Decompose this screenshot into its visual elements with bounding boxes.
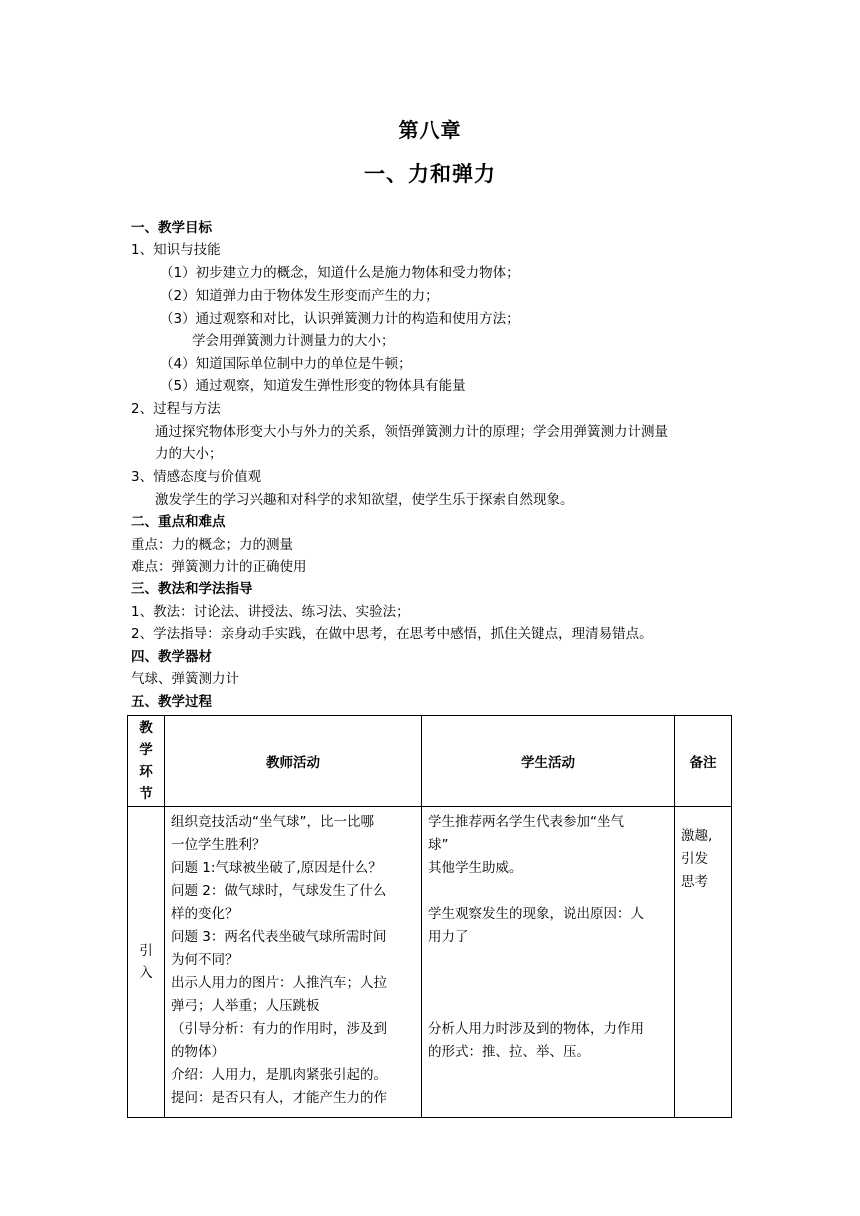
student-activity-cell bbox=[422, 807, 675, 1118]
note-line: 引发 bbox=[681, 851, 708, 867]
teacher-line: 提问：是否只有人，才能产生力的作 bbox=[171, 1090, 387, 1106]
notes-cell bbox=[675, 807, 732, 1118]
header-teacher-activity: 教师活动 bbox=[165, 716, 422, 807]
section-heading-objectives: 一、教学目标 bbox=[131, 220, 212, 236]
teacher-line: 问题 2：做气球时，气球发生了什么 bbox=[171, 883, 387, 899]
lesson-title: 一、力和弹力 bbox=[364, 162, 496, 186]
objective-item: （2）知道弹力由于物体发生形变而产生的力； bbox=[160, 288, 439, 304]
student-line: 其他学生助威。 bbox=[428, 860, 523, 876]
difficult-point: 难点：弹簧测力计的正确使用 bbox=[131, 559, 307, 575]
teacher-line: 组织竞技活动“坐气球”，比一比哪 bbox=[171, 814, 374, 830]
note-line: 思考 bbox=[681, 874, 708, 890]
teacher-activity-cell bbox=[165, 807, 422, 1118]
section-heading-methods: 三、教法和学法指导 bbox=[131, 581, 253, 597]
table-row bbox=[128, 807, 732, 1118]
student-line: 的形式：推、拉、举、压。 bbox=[428, 1044, 590, 1060]
attitude-text: 激发学生的学习兴趣和对科学的求知欲望，使学生乐于探索自然现象。 bbox=[155, 492, 574, 508]
subheading-knowledge: 1、知识与技能 bbox=[131, 242, 221, 258]
key-point: 重点：力的概念；力的测量 bbox=[131, 537, 293, 553]
header-stage-char: 教 bbox=[139, 720, 153, 736]
header-stage-char: 学 bbox=[139, 742, 153, 758]
student-line: 用力了 bbox=[428, 929, 469, 945]
student-line-blank bbox=[428, 995, 668, 1018]
teacher-line: 出示人用力的图片：人推汽车；人拉 bbox=[171, 975, 387, 991]
student-line-blank bbox=[428, 949, 668, 972]
teacher-line: （引导分析：有力的作用时，涉及到 bbox=[171, 1021, 387, 1037]
student-line-blank bbox=[428, 972, 668, 995]
chapter-title: 第八章 bbox=[398, 118, 462, 142]
teacher-line: 问题 1:气球被坐破了,原因是什么？ bbox=[171, 860, 382, 876]
teaching-process-table bbox=[127, 715, 732, 1118]
process-text: 通过探究物体形变大小与外力的关系，领悟弹簧测力计的原理；学会用弹簧测力计测量 bbox=[155, 424, 668, 440]
table-header-row bbox=[128, 716, 732, 807]
objective-item: （3）通过观察和对比，认识弹簧测力计的构造和使用方法； bbox=[160, 311, 520, 327]
student-line: 学生推荐两名学生代表参加“坐气 bbox=[428, 814, 624, 830]
section-heading-equipment: 四、教学器材 bbox=[131, 649, 212, 665]
header-student-activity: 学生活动 bbox=[422, 716, 675, 807]
teacher-line: 问题 3：两名代表坐破气球所需时间 bbox=[171, 929, 387, 945]
teacher-line: 的物体） bbox=[171, 1044, 225, 1060]
process-text-continuation: 力的大小； bbox=[155, 446, 223, 462]
header-notes: 备注 bbox=[675, 716, 732, 807]
teacher-line: 为何不同？ bbox=[171, 952, 239, 968]
header-stage-char: 节 bbox=[139, 786, 153, 802]
equipment-text: 气球、弹簧测力计 bbox=[131, 671, 239, 687]
header-stage bbox=[128, 716, 165, 807]
learning-method: 2、学法指导：亲身动手实践，在做中思考，在思考中感悟，抓住关键点，理清易错点。 bbox=[131, 626, 653, 642]
objective-item: （4）知道国际单位制中力的单位是牛顿； bbox=[160, 356, 412, 372]
student-line: 球” bbox=[428, 837, 449, 853]
teacher-line: 介绍：人用力，是肌肉紧张引起的。 bbox=[171, 1067, 387, 1083]
teaching-method: 1、教法：讨论法、讲授法、练习法、实验法； bbox=[131, 604, 410, 620]
teacher-line: 一位学生胜利？ bbox=[171, 837, 266, 853]
section-heading-keypoints: 二、重点和难点 bbox=[131, 514, 226, 530]
student-line-blank bbox=[428, 880, 668, 903]
stage-cell-intro bbox=[128, 807, 165, 1118]
subheading-attitude: 3、情感态度与价值观 bbox=[131, 469, 262, 485]
subheading-process: 2、过程与方法 bbox=[131, 401, 221, 417]
objective-item: （5）通过观察，知道发生弹性形变的物体具有能量 bbox=[160, 378, 466, 394]
objective-item: （1）初步建立力的概念，知道什么是施力物体和受力物体； bbox=[160, 265, 520, 281]
note-line: 激趣, bbox=[681, 828, 713, 844]
header-stage-char: 环 bbox=[139, 764, 153, 780]
objective-item-continuation: 学会用弹簧测力计测量力的大小； bbox=[192, 333, 395, 349]
section-heading-procedure: 五、教学过程 bbox=[131, 694, 212, 710]
student-line: 分析人用力时涉及到的物体，力作用 bbox=[428, 1021, 644, 1037]
stage-char: 引 bbox=[139, 943, 153, 959]
teacher-line: 弹弓；人举重；人压跳板 bbox=[171, 998, 320, 1014]
stage-char: 入 bbox=[139, 965, 153, 981]
teacher-line: 样的变化？ bbox=[171, 906, 239, 922]
student-line: 学生观察发生的现象，说出原因：人 bbox=[428, 906, 644, 922]
